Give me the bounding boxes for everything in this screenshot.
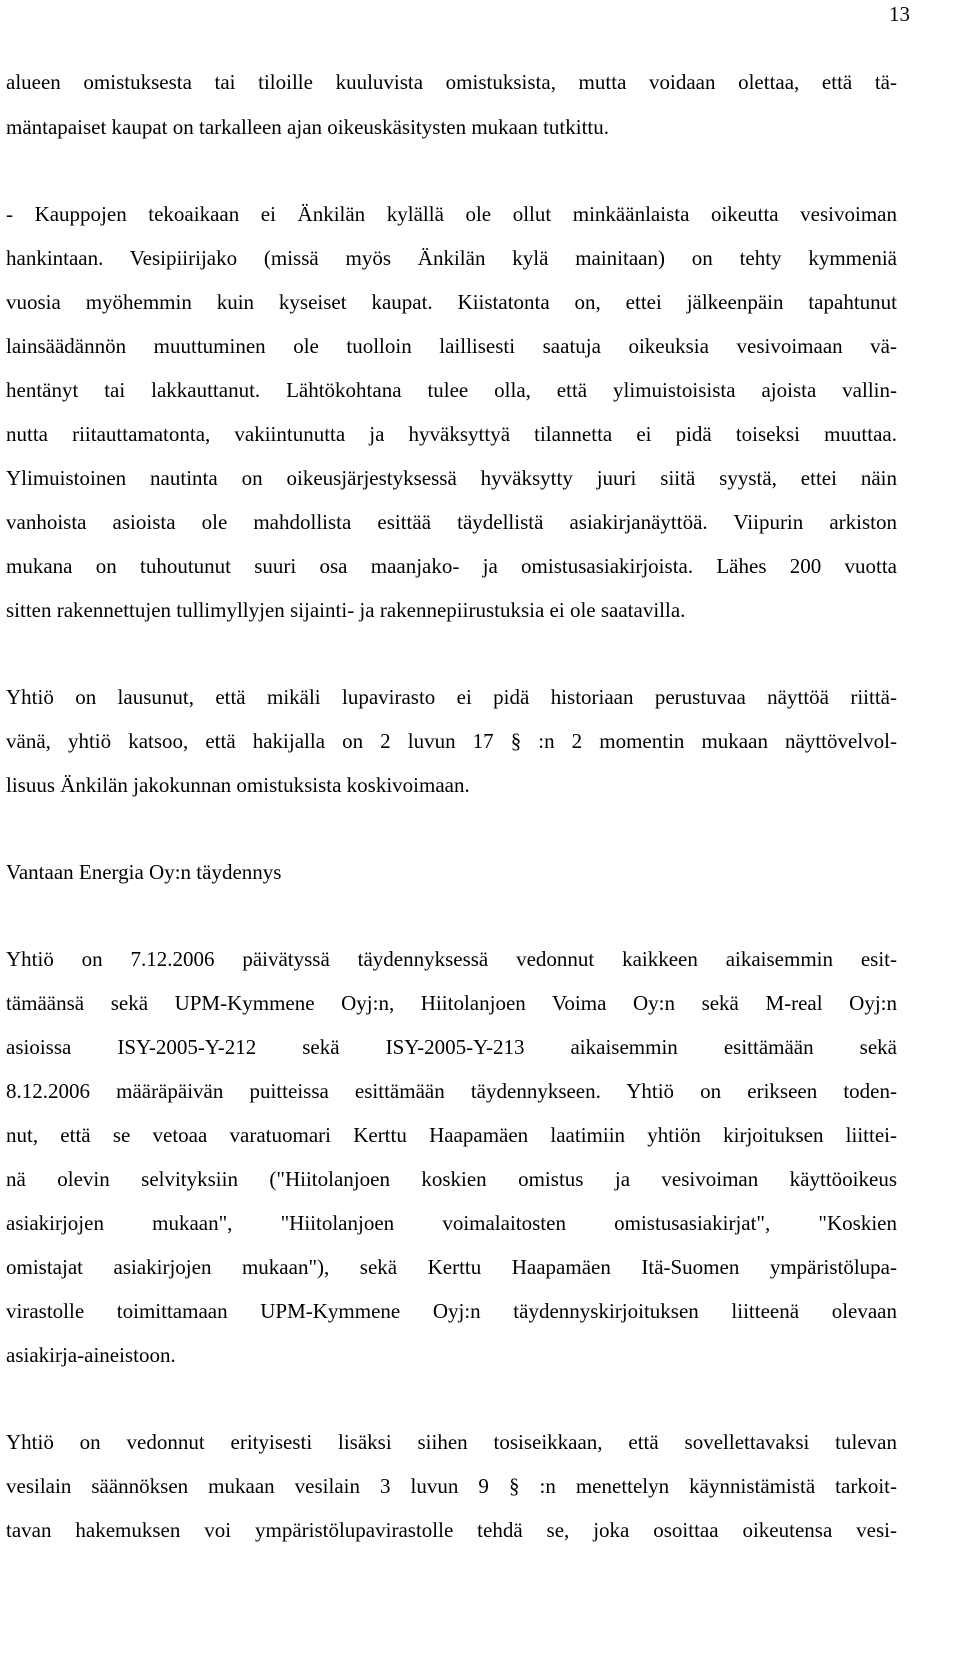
paragraph-line: nut, että se vetoaa varatuomari Kerttu Haapamäen laatimiin yhtiön kirjoituksen liittei-: [6, 1123, 897, 1147]
paragraph-line: asioissa ISY-2005-Y-212 sekä ISY-2005-Y-213 aikaisemmin esittämään sekä: [6, 1035, 897, 1059]
paragraph-line: virastolle toimittamaan UPM-Kymmene Oyj:n täydennyskirjoituksen liitteenä olevaan: [6, 1299, 897, 1323]
paragraph-line: tavan hakemuksen voi ympäristölupavirastolle tehdä se, joka osoittaa oikeutensa vesi-: [6, 1518, 897, 1542]
paragraph-line: tämäänsä sekä UPM-Kymmene Oyj:n, Hiitolanjoen Voima Oy:n sekä M-real Oyj:n: [6, 991, 897, 1015]
paragraph-line: alueen omistuksesta tai tiloille kuuluvista omistuksista, mutta voidaan olettaa, että tä-: [6, 70, 897, 94]
paragraph-line: vanhoista asioista ole mahdollista esittää täydellistä asiakirjanäyttöä. Viipurin arkiston: [6, 510, 897, 534]
paragraph-line: Yhtiö on lausunut, että mikäli lupavirasto ei pidä historiaan perustuvaa näyttöä riittä-: [6, 685, 897, 709]
paragraph-line: lisuus Änkilän jakokunnan omistuksista koskivoimaan.: [6, 773, 470, 797]
paragraph-line: - Kauppojen tekoaikaan ei Änkilän kylällä ole ollut minkäänlaista oikeutta vesivoiman: [6, 202, 897, 226]
paragraph-line: nä olevin selvityksiin ("Hiitolanjoen koskien omistus ja vesivoiman käyttöoikeus: [6, 1167, 897, 1191]
paragraph-line: hentänyt tai lakkauttanut. Lähtökohtana tulee olla, että ylimuistoisista ajoista vallin-: [6, 378, 897, 402]
paragraph-line: omistajat asiakirjojen mukaan"), sekä Kerttu Haapamäen Itä-Suomen ympäristölupa-: [6, 1255, 897, 1279]
paragraph-line: hankintaan. Vesipiirijako (missä myös Änkilän kylä mainitaan) on tehty kymmeniä: [6, 246, 897, 270]
paragraph-line: sitten rakennettujen tullimyllyjen sijainti- ja rakennepiirustuksia ei ole saatavilla.: [6, 598, 686, 622]
page-number: 13: [889, 2, 910, 26]
paragraph-line: Yhtiö on 7.12.2006 päivätyssä täydennyksessä vedonnut kaikkeen aikaisemmin esit-: [6, 947, 897, 971]
paragraph-line: mäntapaiset kaupat on tarkalleen ajan oikeuskäsitysten mukaan tutkittu.: [6, 115, 609, 139]
section-heading: Vantaan Energia Oy:n täydennys: [6, 860, 282, 884]
paragraph-line: vänä, yhtiö katsoo, että hakijalla on 2 luvun 17 § :n 2 momentin mukaan näyttövelvol-: [6, 729, 897, 753]
paragraph-line: Ylimuistoinen nautinta on oikeusjärjestyksessä hyväksytty juuri siitä syystä, ettei näin: [6, 466, 897, 490]
paragraph-line: asiakirja-aineistoon.: [6, 1343, 176, 1367]
paragraph-line: asiakirjojen mukaan", "Hiitolanjoen voimalaitosten omistusasiakirjat", "Koskien: [6, 1211, 897, 1235]
paragraph-line: nutta riitauttamatonta, vakiintunutta ja hyväksyttyä tilannetta ei pidä toiseksi muuttaa.: [6, 422, 897, 446]
paragraph-line: lainsäädännön muuttuminen ole tuolloin laillisesti saatuja oikeuksia vesivoimaan vä-: [6, 334, 897, 358]
paragraph-line: vesilain säännöksen mukaan vesilain 3 luvun 9 § :n menettelyn käynnistämistä tarkoit-: [6, 1474, 897, 1498]
paragraph-line: Yhtiö on vedonnut erityisesti lisäksi siihen tosiseikkaan, että sovellettavaksi tulevan: [6, 1430, 897, 1454]
paragraph-line: mukana on tuhoutunut suuri osa maanjako- ja omistusasiakirjoista. Lähes 200 vuotta: [6, 554, 897, 578]
paragraph-line: 8.12.2006 määräpäivän puitteissa esittämään täydennykseen. Yhtiö on erikseen toden-: [6, 1079, 897, 1103]
paragraph-line: vuosia myöhemmin kuin kyseiset kaupat. Kiistatonta on, ettei jälkeenpäin tapahtunut: [6, 290, 897, 314]
